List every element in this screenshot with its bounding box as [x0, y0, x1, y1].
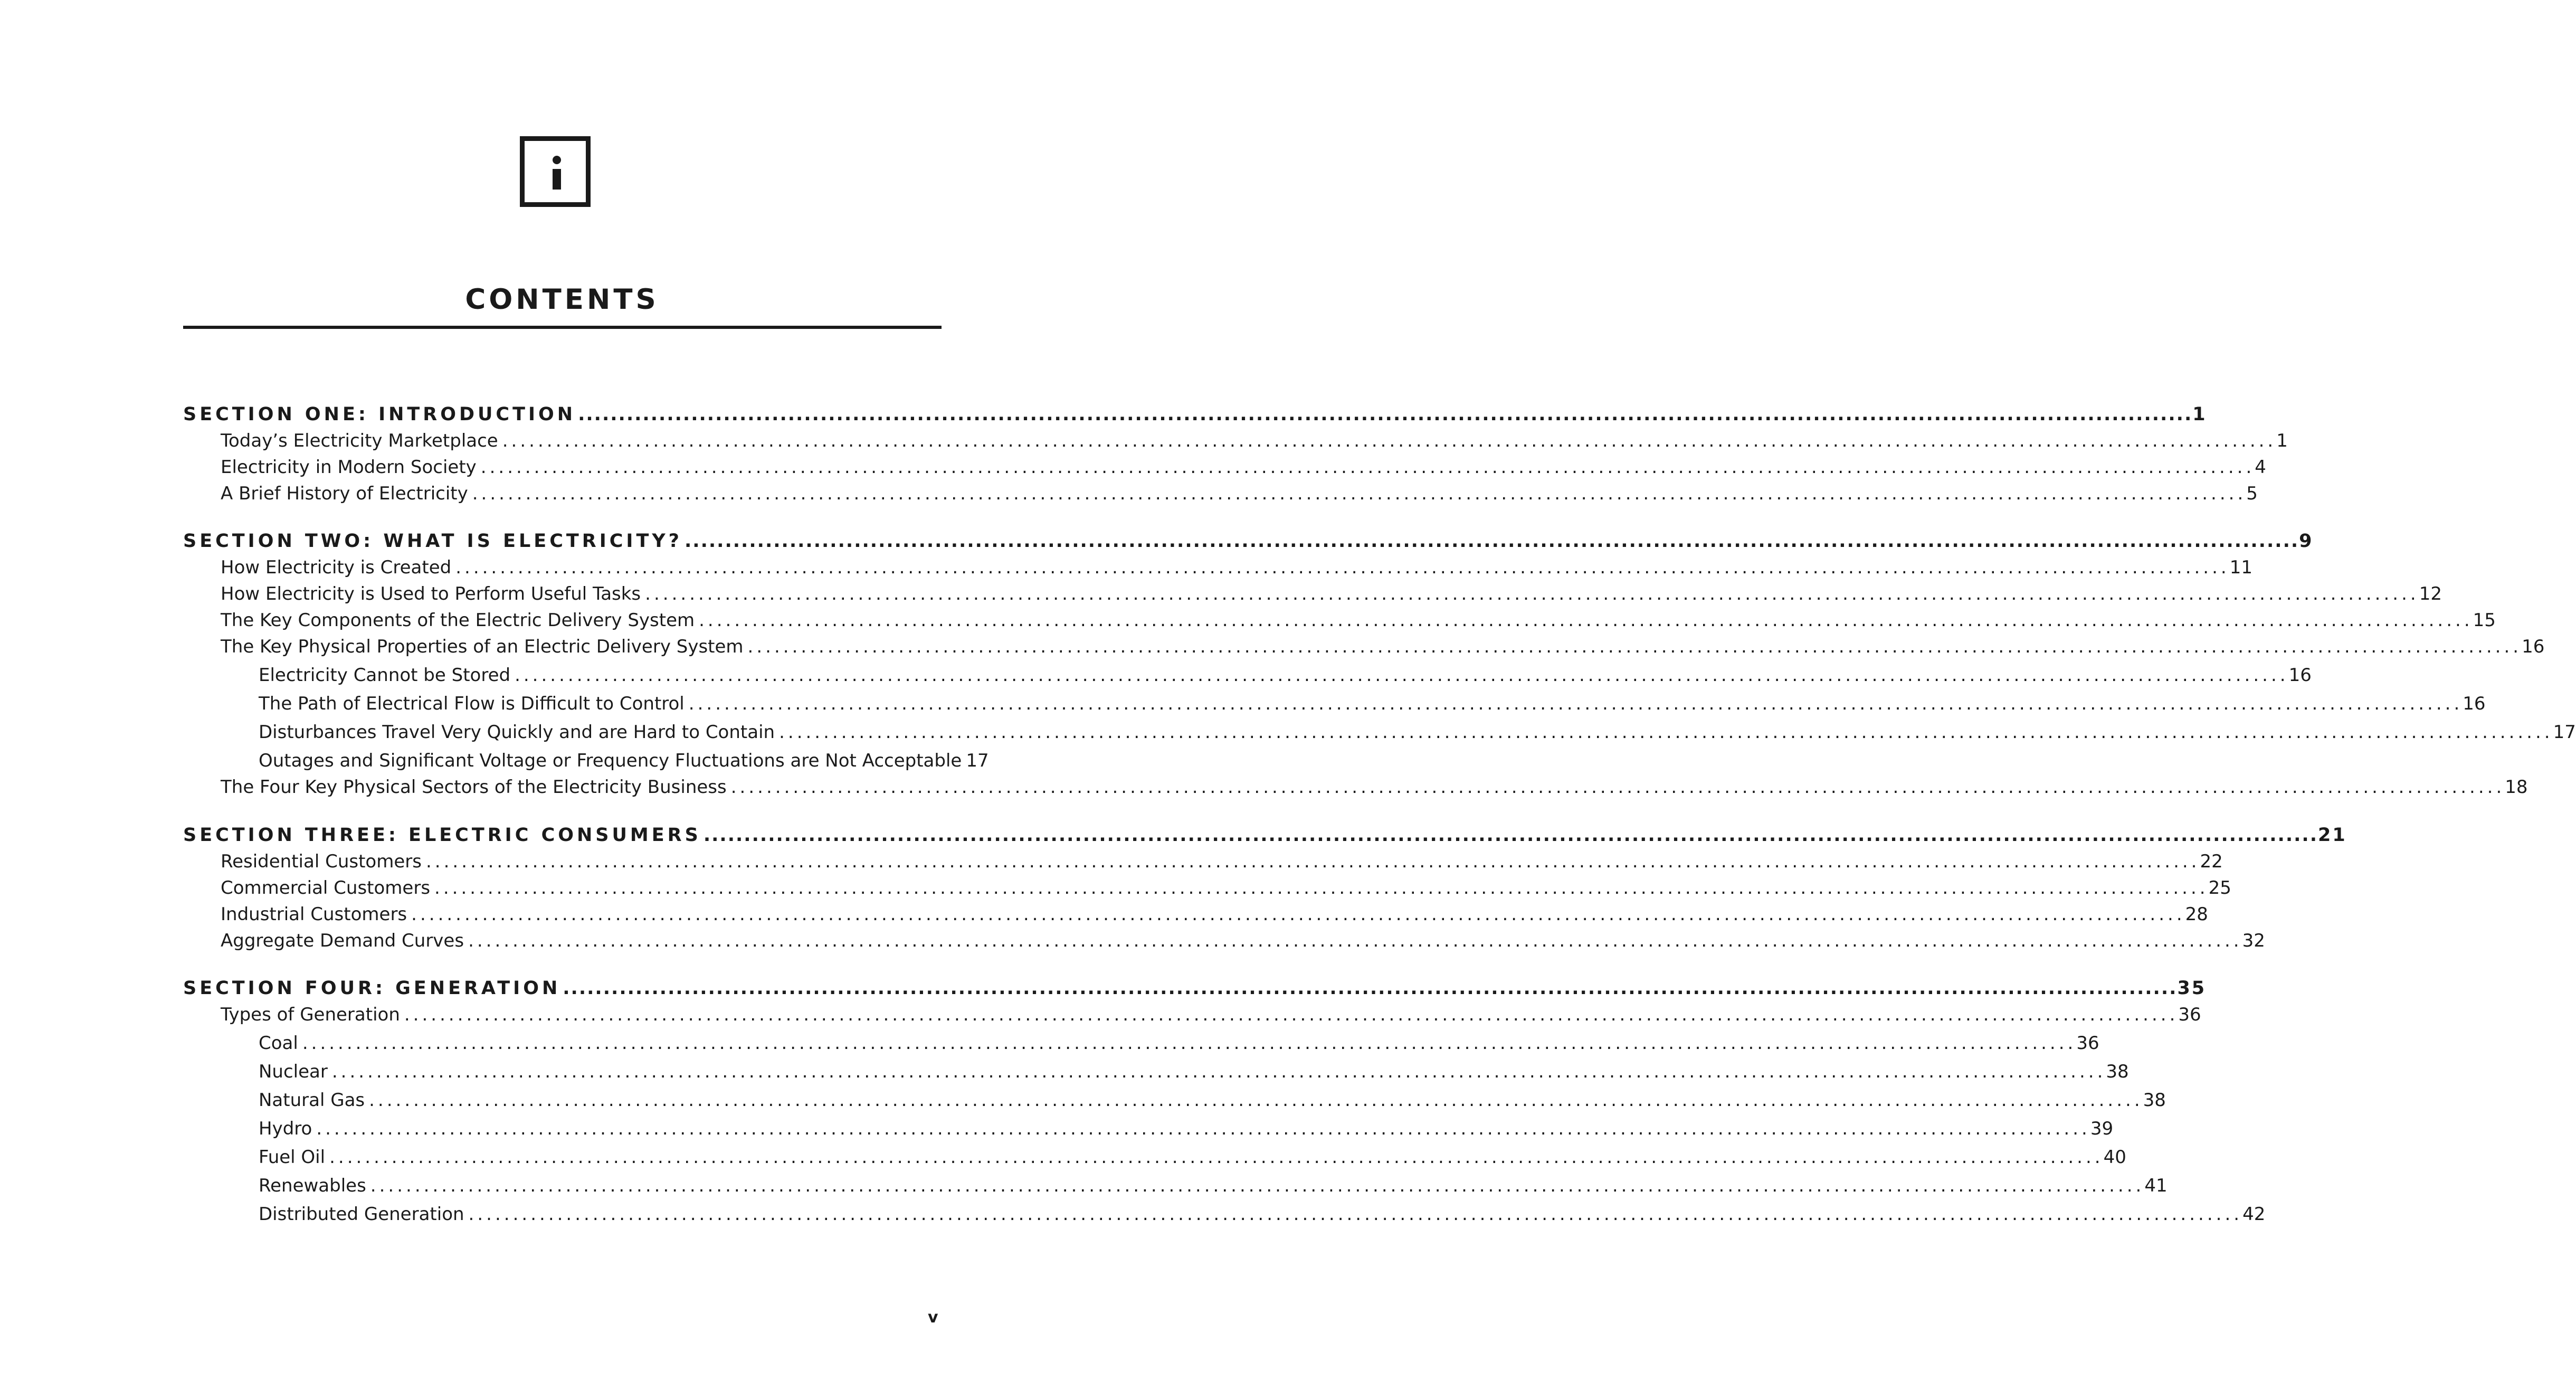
toc-entry-label: Industrial Customers	[221, 904, 407, 925]
dot-leader: ........................................................................................................................................................................................................	[434, 877, 2209, 899]
title-rule	[183, 326, 942, 329]
dot-leader: ........................................................................................................................................................................................................	[688, 693, 2463, 714]
toc-entry-label: SECTION ONE: INTRODUCTION	[183, 404, 576, 425]
toc-entry	[221, 903, 2208, 926]
dot-leader: ........................................................................................................................................................................................................	[684, 531, 2299, 552]
toc-page-number: 41	[2144, 1175, 2168, 1196]
toc-entry-label: SECTION TWO: WHAT IS ELECTRICITY?	[183, 531, 682, 552]
toc-section-heading	[183, 824, 2347, 847]
toc-entry	[221, 609, 2496, 632]
toc-entry-label: Electricity in Modern Society	[221, 457, 477, 478]
dot-leader: ........................................................................................................................................................................................................	[369, 1090, 2143, 1111]
toc-entry	[221, 776, 2528, 799]
toc-entry-label: Aggregate Demand Curves	[221, 930, 464, 951]
toc-entry	[221, 929, 2265, 952]
page-number: v	[928, 1308, 938, 1327]
dot-leader: ........................................................................................................................................................................................................	[329, 1147, 2104, 1168]
dot-leader: ........................................................................................................................................................................................................	[699, 610, 2473, 631]
dot-leader: ........................................................................................................................................................................................................	[370, 1175, 2145, 1196]
toc-entry-label: Distributed Generation	[259, 1204, 464, 1225]
toc-entry	[221, 850, 2223, 873]
toc-page-number: 38	[2143, 1090, 2166, 1111]
toc-entry-label: SECTION FOUR: GENERATION	[183, 978, 561, 999]
dot-leader: ........................................................................................................................................................................................................	[578, 404, 2193, 425]
dot-leader: ........................................................................................................................................................................................................	[404, 1004, 2179, 1025]
toc-entry-label: Fuel Oil	[259, 1147, 326, 1168]
toc-page-number: 38	[2106, 1061, 2129, 1082]
toc-entry	[259, 1117, 2114, 1140]
dot-leader: ........................................................................................................................................................................................................	[468, 930, 2242, 951]
toc-page-number: 21	[2318, 825, 2347, 846]
toc-page-number: 4	[2255, 457, 2266, 478]
toc-entry-label: SECTION THREE: ELECTRIC CONSUMERS	[183, 825, 701, 846]
toc-section-heading	[183, 977, 2207, 1000]
toc-page-number: 35	[2177, 978, 2207, 999]
dot-leader: ........................................................................................................................................................................................................	[730, 777, 2505, 798]
toc-entry	[221, 429, 2288, 452]
dot-leader: ........................................................................................................................................................................................................	[316, 1118, 2090, 1139]
dot-leader: ........................................................................................................................................................................................................	[515, 665, 2289, 686]
toc-entry	[259, 1089, 2166, 1112]
toc-entry-label: The Four Key Physical Sectors of the Electricity Business	[221, 777, 727, 798]
toc-entry-label: The Path of Electrical Flow is Difficult to Control	[259, 693, 685, 714]
toc-entry	[221, 635, 2545, 658]
dot-leader: ........................................................................................................................................................................................................	[502, 430, 2277, 451]
toc-page-number: 11	[2229, 557, 2252, 578]
info-logo-icon	[520, 136, 591, 207]
toc-entry-label: Types of Generation	[221, 1004, 400, 1025]
page-title: CONTENTS	[465, 283, 659, 316]
toc-entry	[221, 582, 2442, 606]
toc-page-number: 42	[2242, 1204, 2266, 1225]
toc-entry-label: Residential Customers	[221, 851, 422, 872]
toc-entry	[259, 1146, 2126, 1169]
toc-entry-label: A Brief History of Electricity	[221, 483, 468, 504]
toc-page-number: 9	[2299, 531, 2314, 552]
dot-leader: ........................................................................................................................................................................................................	[425, 851, 2200, 872]
toc-entry	[221, 482, 2258, 505]
toc-page-number: 32	[2242, 930, 2265, 951]
toc-page-number: 22	[2200, 851, 2223, 872]
toc-page-number: 12	[2419, 583, 2442, 604]
dot-leader: ........................................................................................................................................................................................................	[455, 557, 2230, 578]
toc-entry-label: How Electricity is Created	[221, 557, 452, 578]
toc-entry-label: The Key Physical Properties of an Electric Delivery System	[221, 636, 744, 657]
toc-page-number: 36	[2076, 1033, 2099, 1054]
toc-entry-label: Disturbances Travel Very Quickly and are Hard to Contain	[259, 722, 775, 743]
toc-page-number: 15	[2473, 610, 2496, 631]
dot-leader: ........................................................................................................................................................................................................	[331, 1061, 2106, 1082]
dot-leader: ........................................................................................................................................................................................................	[779, 722, 2553, 743]
toc-entry-label: Renewables	[259, 1175, 366, 1196]
toc-entry	[259, 664, 2312, 687]
toc-page-number: 1	[2192, 404, 2207, 425]
info-logo-dot	[553, 156, 561, 164]
toc-entry-label: The Key Components of the Electric Delivery System	[221, 610, 695, 631]
toc-entry	[259, 1203, 2266, 1226]
toc-entry-label: How Electricity is Used to Perform Useful Tasks	[221, 583, 641, 604]
dot-leader: ........................................................................................................................................................................................................	[480, 457, 2255, 478]
toc-section-heading	[183, 530, 2314, 553]
toc-page-number: 17	[966, 750, 989, 771]
dot-leader: ........................................................................................................................................................................................................	[747, 636, 2522, 657]
dot-leader: ........................................................................................................................................................................................................	[302, 1033, 2077, 1054]
dot-leader: ........................................................................................................................................................................................................	[645, 583, 2419, 604]
toc-entry-label: Hydro	[259, 1118, 312, 1139]
toc-entry-label: Outages and Significant Voltage or Frequency Fluctuations are Not Acceptable	[259, 750, 962, 771]
toc-page-number: 40	[2103, 1147, 2126, 1168]
toc-entry	[221, 876, 2231, 900]
dot-leader: ........................................................................................................................................................................................................	[411, 904, 2185, 925]
toc-entry-label: Coal	[259, 1033, 298, 1054]
toc-page-number: 39	[2090, 1118, 2114, 1139]
info-logo-stem	[553, 169, 561, 190]
toc-entry	[259, 1060, 2129, 1083]
toc-page-number: 36	[2178, 1004, 2201, 1025]
toc-page-number: 18	[2505, 777, 2528, 798]
toc-entry	[259, 692, 2486, 715]
dot-leader: ........................................................................................................................................................................................................	[472, 483, 2247, 504]
toc-entry-label: Electricity Cannot be Stored	[259, 665, 511, 686]
dot-leader: ........................................................................................................................................................................................................	[563, 978, 2178, 999]
toc-entry	[259, 721, 2576, 744]
toc-entry-label: Nuclear	[259, 1061, 328, 1082]
toc-page-number: 1	[2276, 430, 2288, 451]
toc-entry	[259, 1032, 2099, 1055]
toc-entry-label: Natural Gas	[259, 1090, 365, 1111]
toc-page-number: 25	[2208, 877, 2231, 899]
dot-leader: ........................................................................................................................................................................................................	[703, 825, 2318, 846]
toc-entry	[259, 749, 989, 772]
toc-entry	[221, 556, 2252, 579]
toc-entry	[221, 1003, 2201, 1026]
toc-page-number: 16	[2522, 636, 2545, 657]
toc-page-number: 28	[2185, 904, 2208, 925]
toc-entry-label: Today’s Electricity Marketplace	[221, 430, 498, 451]
toc-entry	[259, 1174, 2168, 1197]
toc-page-number: 17	[2553, 722, 2576, 743]
dot-leader: ........................................................................................................................................................................................................	[468, 1204, 2243, 1225]
toc-page-number: 16	[2288, 665, 2312, 686]
toc-entry-label: Commercial Customers	[221, 877, 431, 899]
toc-entry	[221, 456, 2266, 479]
toc-page-number: 16	[2463, 693, 2486, 714]
toc-page-number: 5	[2246, 483, 2258, 504]
toc-section-heading	[183, 403, 2207, 426]
